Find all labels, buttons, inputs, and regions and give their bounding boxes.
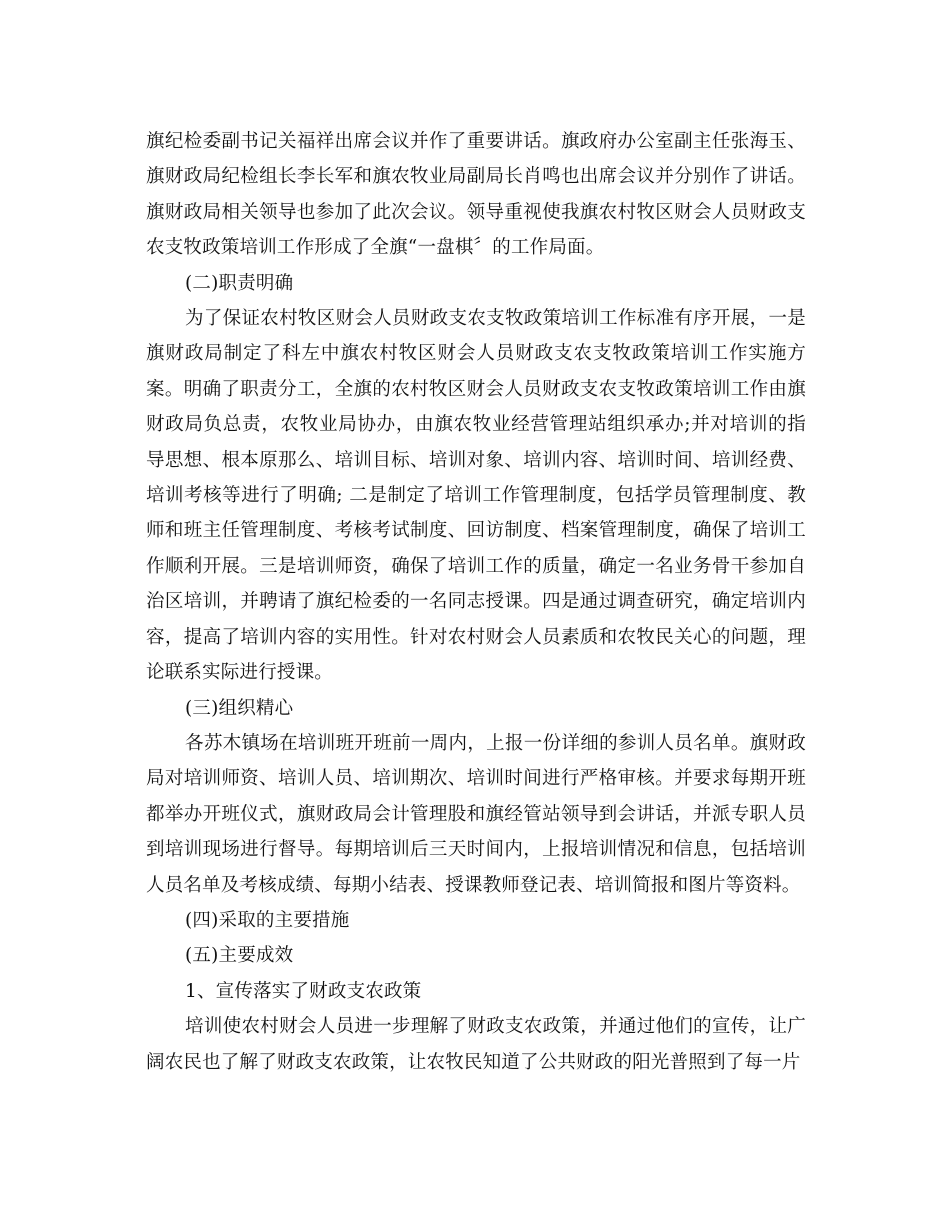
section-heading-organization: (三)组织精心 — [185, 697, 294, 719]
section-heading-measures: (四)采取的主要措施 — [185, 909, 350, 931]
paragraph-leadership: 旗纪检委副书记关福祥出席会议并作了重要讲话。旗政府办公室副主任张海玉、旗财政局纪检组长李长军和旗农牧业局副局长肖鸣也出席会议并分别作了讲话。旗财政局相关领导也参加了此次会议。领导重视使我旗农村牧区财会人员财政支农支牧政策培训工作形成了全旗“一盘棋〞的工作局面。 — [146, 131, 806, 259]
subsection-heading-policy: 1、宣传落实了财政支农政策 — [185, 980, 422, 1002]
paragraph-policy: 培训使农村财会人员进一步理解了财政支农政策，并通过他们的宣传，让广阔农民也了解了财政支农政策，让农牧民知道了公共财政的阳光普照到了每一片 — [146, 1016, 806, 1073]
paragraph-organization: 各苏木镇场在培训班开班前一周内，上报一份详细的参训人员名单。旗财政局对培训师资、培训人员、培训期次、培训时间进行严格审核。并要求每期开班都举办开班仪式，旗财政局会计管理股和旗经管站领导到会讲话，并派专职人员到培训现场进行督导。每期培训后三天时间内，上报培训情况和信息，包括培训人员名单及考核成绩、每期小结表、授课教师登记表、培训简报和图片等资料。 — [146, 732, 806, 896]
paragraph-responsibilities: 为了保证农村牧区财会人员财政支农支牧政策培训工作标准有序开展，一是旗财政局制定了科左中旗农村牧区财会人员财政支农支牧政策培训工作实施方案。明确了职责分工，全旗的农村牧区财会人员财政支农支牧政策培训工作由旗财政局负总责，农牧业局协办，由旗农牧业经营管理站组织承办;并对培训的指导思想、根本原那么、培训目标、培训对象、培训内容、培训时间、培训经费、培训考核等进行了明确; 二是制定了培训工作管理制度，包括学员管理制度、教师和班主任管理制度、考核考试制度、回访制度、档案管理制度，确保了培训工作顺利开展。三是培训师资，确保了培训工作的质量，确定一名业务骨干参加自治区培训，并聘请了旗纪检委的一名同志授课。四是通过调查研究，确定培训内容，提高了培训内容的实用性。针对农村财会人员素质和农牧民关心的问题，理论联系实际进行授课。 — [146, 308, 806, 684]
document-body — [146, 124, 806, 1080]
section-heading-results: (五)主要成效 — [185, 945, 294, 967]
section-heading-responsibilities: (二)职责明确 — [185, 272, 294, 294]
